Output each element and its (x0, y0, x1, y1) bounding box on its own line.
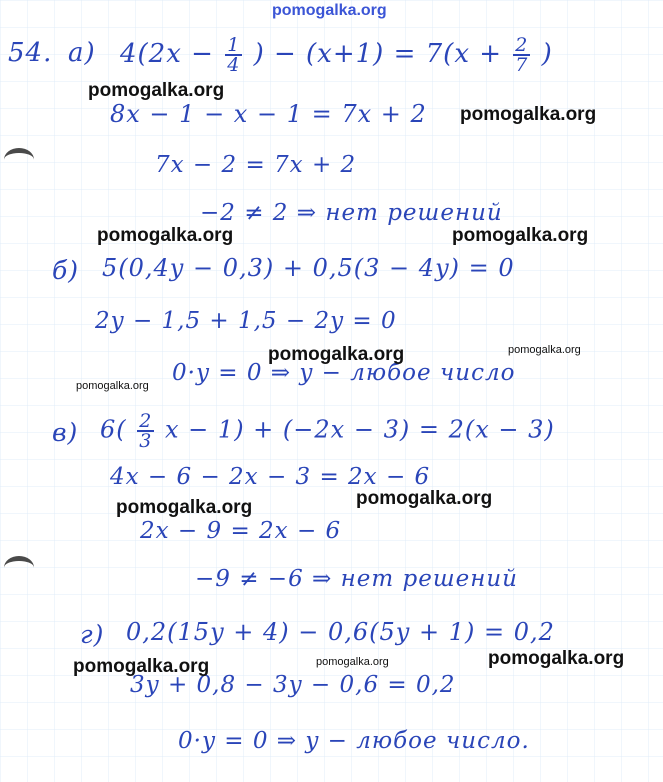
part-c-step-2: 2x − 9 = 2x − 6 (140, 518, 342, 544)
watermark: pomogalka.org (316, 656, 389, 668)
fraction-two-thirds: $\frac{2}{3}$ (139, 410, 153, 452)
part-d-label: г) (80, 620, 105, 649)
binder-ring-bottom (4, 556, 34, 579)
watermark: pomogalka.org (76, 380, 149, 392)
watermark: pomogalka.org (97, 225, 234, 246)
part-b-step-2: 0·y = 0 ⇒ y − любое число (172, 360, 516, 386)
part-a-step-3: −2 ≠ 2 ⇒ нет решений (200, 200, 503, 226)
part-a-step-2: 7x − 2 = 7x + 2 (155, 152, 357, 178)
part-d-step-2: 0·y = 0 ⇒ y − любое число. (178, 728, 530, 754)
watermark: pomogalka.org (488, 648, 625, 669)
watermark: pomogalka.org (268, 344, 405, 365)
watermark-top: pomogalka.org (272, 2, 387, 19)
watermark: pomogalka.org (356, 488, 493, 509)
part-c-equation: 6( $\frac{2}{3}$ x − 1) + (−2x − 3) = 2(x − 3) (100, 410, 555, 452)
part-a-label: а) (68, 38, 96, 68)
watermark: pomogalka.org (116, 497, 253, 518)
part-c-step-1: 4x − 6 − 2x − 3 = 2x − 6 (110, 464, 431, 490)
watermark: pomogalka.org (452, 225, 589, 246)
binder-ring-top (4, 148, 34, 171)
watermark: pomogalka.org (73, 656, 210, 677)
part-c-label: в) (52, 418, 79, 447)
watermark: pomogalka.org (88, 80, 225, 101)
fraction-two-sevenths: $\frac{2}{7}$ (515, 34, 529, 76)
part-d-step-1: 3y + 0,8 − 3y − 0,6 = 0,2 (130, 672, 456, 698)
watermark: pomogalka.org (460, 104, 597, 125)
part-a-equation: 4(2x − $\frac{1}{4}$ ) − (x+1) = 7(x + $\frac{2}{7}$ ) (120, 34, 553, 76)
part-b-step-1: 2y − 1,5 + 1,5 − 2y = 0 (95, 308, 397, 334)
part-c-step-3: −9 ≠ −6 ⇒ нет решений (195, 566, 518, 592)
part-b-label: б) (52, 256, 80, 285)
watermark: pomogalka.org (508, 344, 581, 356)
fraction-one-quarter: $\frac{1}{4}$ (227, 34, 241, 76)
part-a-step-1: 8x − 1 − x − 1 = 7x + 2 (110, 100, 427, 128)
part-d-equation: 0,2(15y + 4) − 0,6(5y + 1) = 0,2 (126, 618, 555, 646)
part-b-equation: 5(0,4y − 0,3) + 0,5(3 − 4y) = 0 (102, 254, 515, 282)
problem-number: 54. (8, 38, 53, 68)
